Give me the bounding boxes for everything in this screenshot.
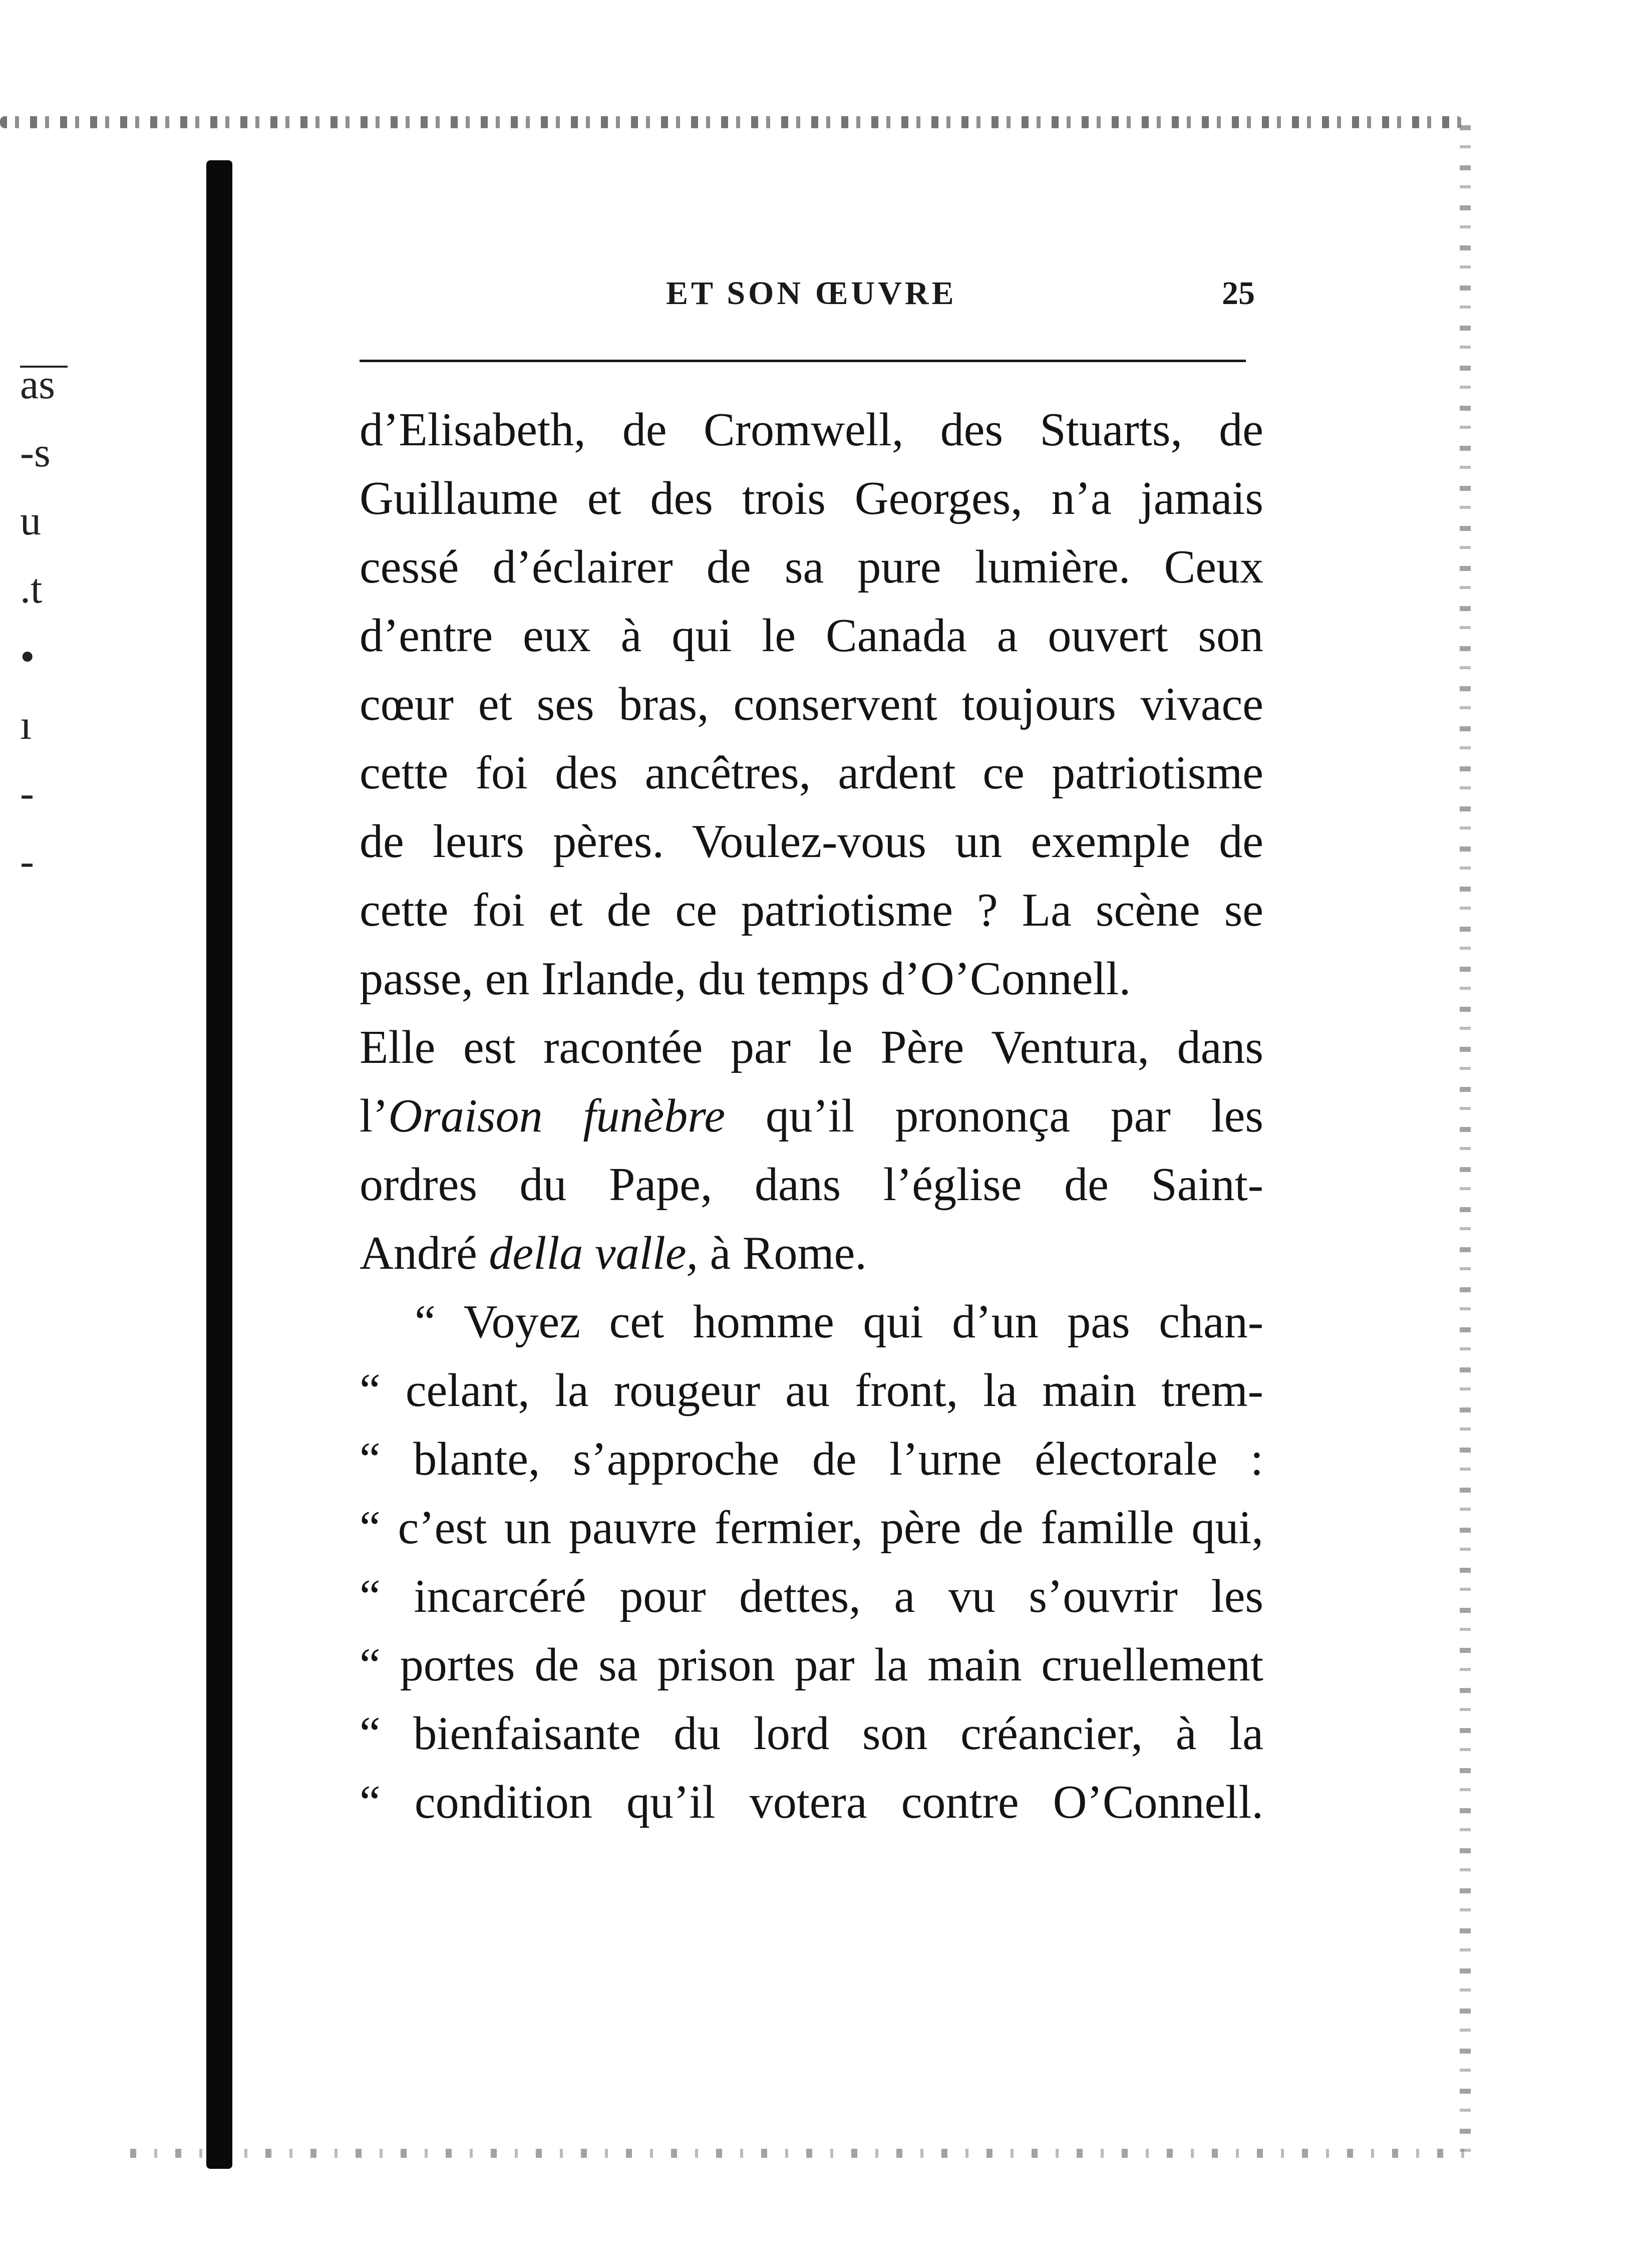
italic-place-name: della valle, xyxy=(489,1227,699,1279)
text-line: cœur et ses bras, conservent toujours vivace xyxy=(360,678,1263,730)
text-line: Elle est racontée par le Père Ventura, dans xyxy=(360,1021,1263,1073)
scan-top-edge xyxy=(0,116,1462,128)
text-line-with-italic xyxy=(360,1219,1263,1288)
facing-page-fragments xyxy=(20,351,105,896)
text-line: de leurs pères. Voulez-vous un exemple de xyxy=(360,815,1263,868)
running-title: ET SON ŒUVRE xyxy=(666,275,957,312)
text-line: cessé d’éclairer de sa pure lumière. Ceux xyxy=(360,541,1263,593)
quote-line: “ incarcéré pour dettes, a vu s’ouvrir les xyxy=(360,1570,1263,1622)
facing-page-fragment: - xyxy=(20,838,34,885)
quote-line: “ celant, la rougeur au front, la main trem- xyxy=(360,1364,1263,1416)
text-line: cette foi des ancêtres, ardent ce patriotisme xyxy=(360,747,1263,799)
body-text xyxy=(360,396,1263,1837)
binding-shadow xyxy=(206,160,232,2169)
text-line: Guillaume et des trois Georges, n’a jamais xyxy=(360,472,1263,524)
italic-title: Oraison funèbre xyxy=(388,1090,726,1142)
scan-right-edge xyxy=(1460,125,1471,2154)
quote-line: “ c’est un pauvre fermier, père de famille qui, xyxy=(360,1502,1263,1554)
facing-page-fragment: .t xyxy=(20,565,43,612)
text-segment: André xyxy=(360,1227,489,1279)
facing-page-fragment: ı xyxy=(20,702,32,748)
header-rule xyxy=(360,360,1246,362)
quote-line: “ bienfaisante du lord son créancier, à la xyxy=(360,1708,1263,1760)
text-segment: à Rome. xyxy=(698,1227,867,1279)
quote-line: “ blante, s’approche de l’urne électorale : xyxy=(360,1433,1263,1485)
text-line: passe, en Irlande, du temps d’O’Connell. xyxy=(360,953,1131,1005)
text-segment: l’ xyxy=(360,1090,389,1142)
text-line: d’Elisabeth, de Cromwell, des Stuarts, de xyxy=(360,404,1263,456)
text-line: ordres du Pape, dans l’église de Saint- xyxy=(360,1159,1263,1211)
text-segment: qu’il prononça par les xyxy=(725,1090,1263,1142)
quote-line: “ portes de sa prison par la main cruellement xyxy=(360,1639,1263,1691)
facing-page-fragment: u xyxy=(20,497,41,544)
facing-page-fragment: -s xyxy=(20,429,51,476)
facing-page-fragment: • xyxy=(20,634,35,680)
facing-page-fragment: - xyxy=(20,770,34,816)
text-line-with-italic xyxy=(360,1082,1263,1151)
text-line: d’entre eux à qui le Canada a ouvert son xyxy=(360,610,1263,662)
quote-line: “ Voyez cet homme qui d’un pas chan- xyxy=(415,1296,1263,1348)
page-number: 25 xyxy=(1222,275,1255,312)
quote-line: “ condition qu’il votera contre O’Connell. xyxy=(360,1776,1263,1828)
facing-page-fragment: as xyxy=(20,361,55,408)
scan-bottom-edge xyxy=(130,2149,1472,2158)
text-line: cette foi et de ce patriotisme ? La scène se xyxy=(360,884,1263,936)
